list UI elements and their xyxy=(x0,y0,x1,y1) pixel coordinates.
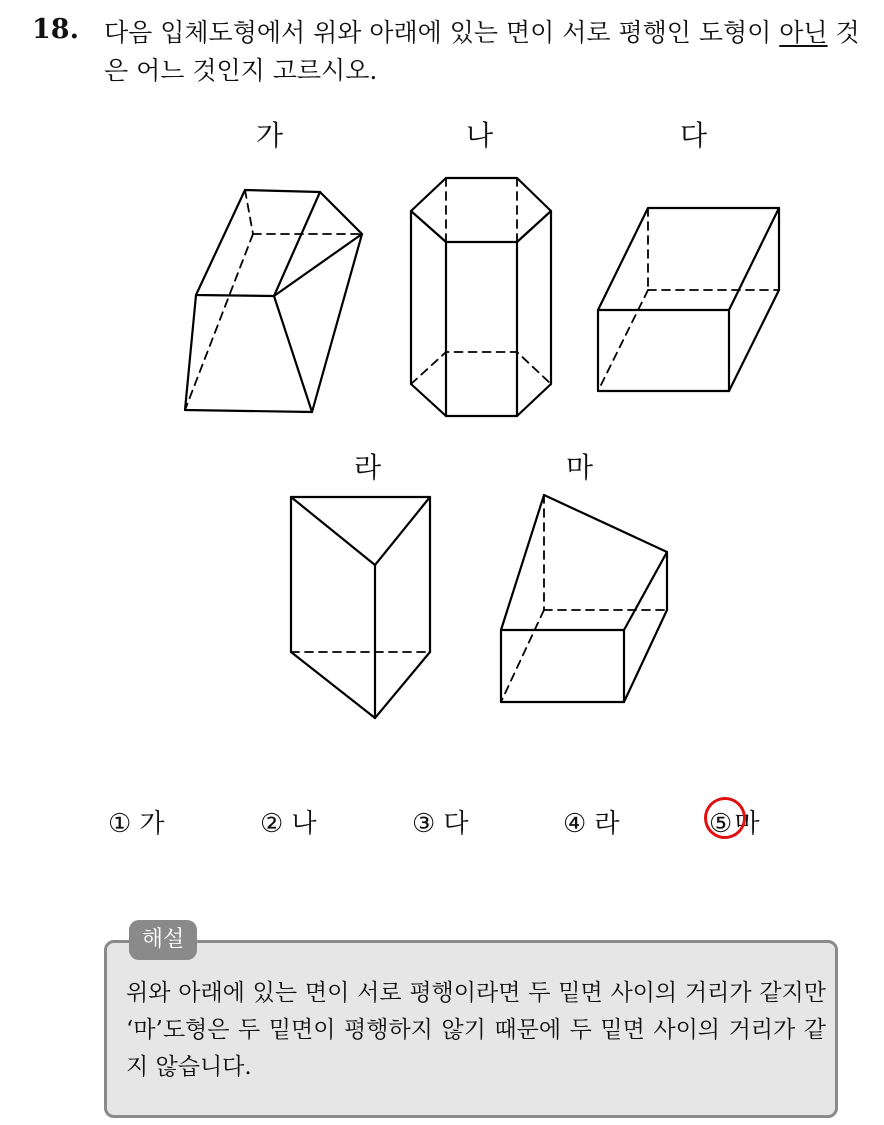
choice-4-label: 라 xyxy=(594,809,620,839)
choice-4-number: ④ xyxy=(563,809,587,839)
explanation-text: 위와 아래에 있는 면이 서로 평행이라면 두 밑면 사이의 거리가 같지만 ‘마’도형은 두 밑면이 평행하지 않기 때문에 두 밑면 사이의 거리가 같지 않습니다. xyxy=(126,980,826,1080)
figure-ga-oblique-prism xyxy=(185,190,362,412)
figure-ra-triangular-prism xyxy=(291,497,430,718)
choice-3-label: 다 xyxy=(443,809,469,839)
explanation-tag: 해설 xyxy=(129,920,197,960)
figure-label-ma: 마 xyxy=(566,451,594,484)
question-text-part2: 것은 어느 것인지 고르시오. xyxy=(104,18,860,85)
choice-5-number: ⑤ xyxy=(709,809,733,839)
choice-3-number: ③ xyxy=(412,809,436,839)
choice-2-number: ② xyxy=(260,809,284,839)
question-text-underlined: 아닌 xyxy=(779,18,828,47)
choice-1-label: 가 xyxy=(139,809,165,839)
choice-3[interactable] xyxy=(412,803,468,840)
choice-1[interactable] xyxy=(108,803,164,840)
choice-2-label: 나 xyxy=(291,809,317,839)
choice-4[interactable] xyxy=(563,803,619,840)
choice-1-number: ① xyxy=(108,809,132,839)
question-number: 18. xyxy=(32,14,79,45)
figure-da-rectangular-prism xyxy=(598,208,779,391)
figure-label-na: 나 xyxy=(466,119,494,152)
figure-ma-non-parallel-prism xyxy=(501,495,667,702)
figure-na-hexagonal-prism xyxy=(411,178,551,416)
choice-5-label: 마 xyxy=(734,809,760,839)
figure-label-da: 다 xyxy=(680,119,708,152)
figure-label-ga: 가 xyxy=(256,119,284,152)
figure-label-ra: 라 xyxy=(354,451,382,484)
choice-2[interactable] xyxy=(260,803,316,840)
question-text-part1: 다음 입체도형에서 위와 아래에 있는 면이 서로 평행인 도형이 xyxy=(104,18,780,47)
